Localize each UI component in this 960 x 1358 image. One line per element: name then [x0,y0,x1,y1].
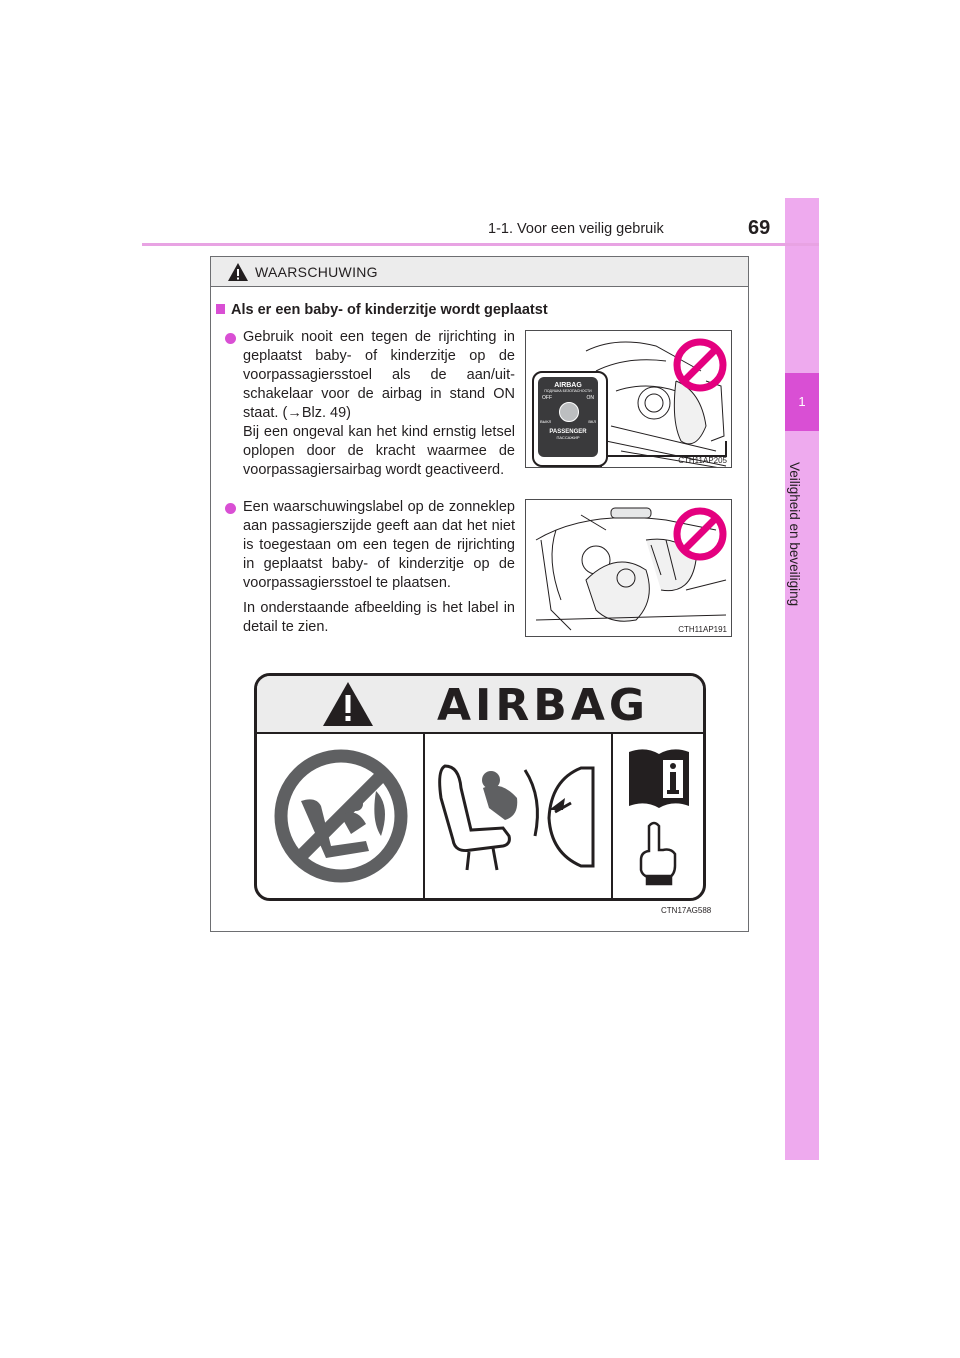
warning-header [211,257,748,287]
chapter-title: Veiligheid en beveiliging [787,462,802,607]
prohibition-icon [672,337,728,393]
page-number: 69 [748,217,771,239]
switch-on-label: ON [586,395,594,401]
bullet-2-line-2: In onderstaande afbeelding is het label in detail te zien. [243,600,515,635]
no-child-seat-icon [271,746,411,886]
label-divider [423,734,425,901]
switch-title-ru: ПОДУШКА БЕЗОПАСНОСТИ [544,389,592,393]
section-title: 1-1. Voor een veilig gebruik [488,221,664,237]
figure-code: CTH11AP191 [678,625,727,634]
bullet-2-text [243,498,515,637]
read-manual-icon [627,746,691,886]
switch-passenger-ru: ПАССАЖИР [556,435,580,440]
switch-panel-frame [532,371,608,467]
switch-panel [538,377,598,457]
figure-child-seat [525,499,732,637]
header-rule [142,243,819,246]
bullet-1-line-1: Gebruik nooit een tegen de rijrichting in geplaatst baby- of kinderzitje op de voorpassagiersstoel als de aan/uit-schakelaar voor de airbag in stand ON staat. (→Blz. 49) [243,329,515,421]
figure-airbag-switch [525,330,732,468]
bullet-2-line-1: Een waarschuwingslabel op de zonneklep aan passagierszijde geeft aan dat het niet is toegestaan om een tegen de rijrichting in geplaatst baby- of kinderzitje op de voorpassagiersstoel te plaatsen. [243,499,515,591]
square-bullet-icon [216,304,225,314]
label-header [257,676,703,734]
switch-on-label-ru: ВКЛ [588,419,596,424]
label-divider [611,734,613,901]
bullet-1-text [243,328,515,480]
chapter-side-tab [785,198,819,1160]
switch-off-label-ru: ВЫКЛ [540,419,552,424]
switch-knob [559,402,579,422]
airbag-deploy-icon [431,758,603,878]
bullet-dot-icon [225,503,236,514]
warning-title: WAARSCHUWING [255,264,378,280]
warning-subheading [216,302,548,318]
figure-code: CTH11AP205 [678,456,727,465]
label-title: AIRBAG [437,680,650,731]
label-code: CTN17AG588 [661,906,712,915]
bullet-dot-icon [225,333,236,344]
warning-triangle-icon [321,680,375,728]
switch-title: AIRBAG [554,382,582,389]
subheading-text: Als er een baby- of kinderzitje wordt geplaatst [231,302,548,318]
warning-triangle-icon [227,262,249,282]
switch-passenger: PASSENGER [549,429,587,435]
bullet-1-line-2: Bij een ongeval kan het kind ernstig letsel oplopen door de kracht waarmee de voorpassagiersairbag wordt geactiveerd. [243,424,515,478]
chapter-number: 1 [785,373,819,431]
switch-off-label: OFF [542,395,552,401]
prohibition-icon [672,506,728,562]
airbag-warning-label [254,673,706,901]
